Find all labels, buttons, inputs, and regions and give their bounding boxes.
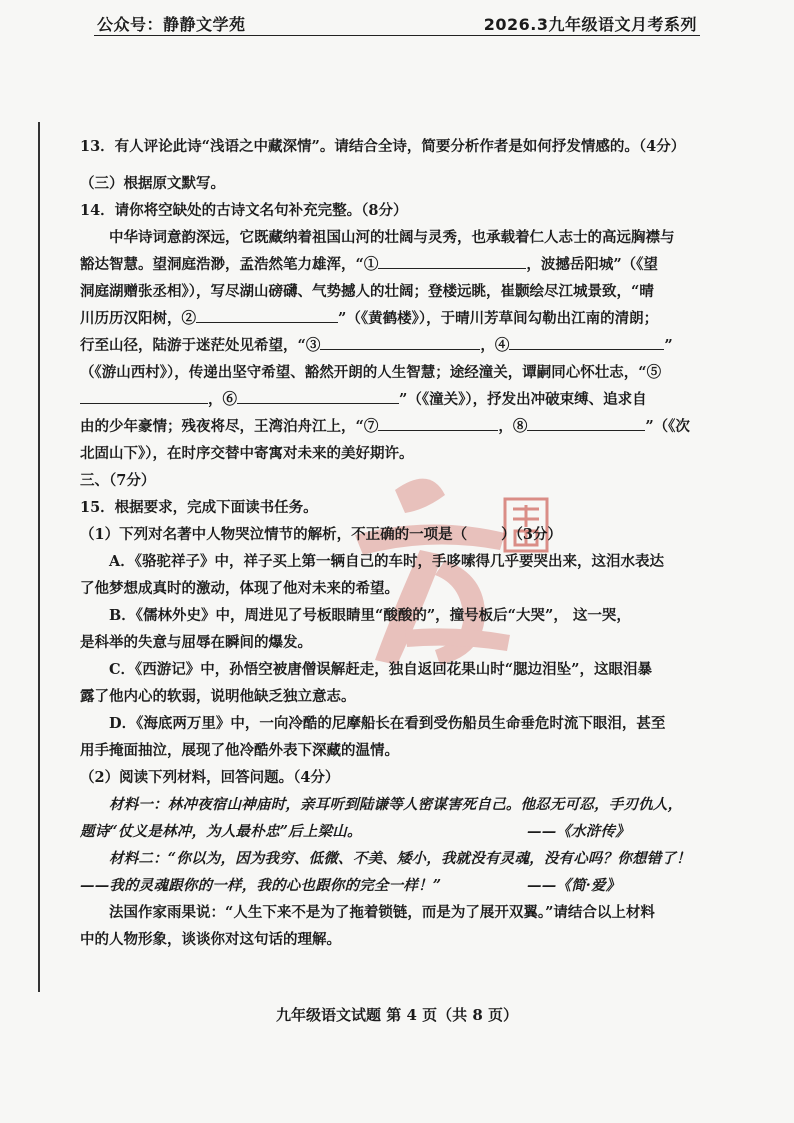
question-14-title: 14．请你将空缺处的古诗文名句补充完整。（8分） xyxy=(80,202,408,219)
blank-6[interactable] xyxy=(237,389,399,404)
page-content xyxy=(80,133,696,953)
option-b: B．《儒林外史》中，周进见了号板眼睛里“酸酸的”，撞号板后“大哭”， 这一哭， xyxy=(109,607,631,624)
blank-4[interactable] xyxy=(509,335,664,350)
q14-line: 北固山下》），在时序交替中寄寓对未来的美好期许。 xyxy=(80,445,414,462)
q15-part1: （1）下列对名著中人物哭泣情节的解析，不正确的一项是（ ）（3分） xyxy=(80,526,562,543)
header-right: 2026.3九年级语文月考系列 xyxy=(483,15,697,34)
q14-line: （《游山西村》），传递出坚守希望、豁然开朗的人生智慧；途经潼关，谭嗣同心怀壮志，“⑤ xyxy=(80,364,662,381)
q14-line: 川历历汉阳树，② ”（《黄鹤楼》），于晴川芳草间勾勒出江南的清朗； xyxy=(80,310,659,327)
blank-5[interactable] xyxy=(80,389,208,404)
q15-question: 法国作家雨果说：“人生下来不是为了拖着锁链，而是为了展开双翼。”请结合以上材料 xyxy=(109,904,655,921)
q14-line: ，⑥ ”（《潼关》），抒发出冲破束缚、追求自 xyxy=(80,386,696,413)
blank-3[interactable] xyxy=(320,335,480,350)
option-a-cont: 了他梦想成真时的激动，体现了他对未来的希望。 xyxy=(80,580,399,597)
header-left: 公众号：静静文学苑 xyxy=(97,15,246,34)
option-d: D．《海底两万里》中，一向冷酷的尼摩船长在看到受伤船员生命垂危时流下眼泪，甚至 xyxy=(109,715,666,732)
q14-line: 中华诗词意韵深远，它既藏纳着祖国山河的壮阔与灵秀，也承载着仁人志士的高远胸襟与 xyxy=(109,229,675,246)
question-13: 13．有人评论此诗“浅语之中藏深情”。请结合全诗，简要分析作者是如何抒发情感的。（4分） xyxy=(80,138,686,155)
blank-1[interactable] xyxy=(378,254,526,269)
section-3-sub-heading: （三）根据原文默写。 xyxy=(80,175,225,192)
material-1-cont: 题诗“仗义是林冲，为人最朴忠”后上梁山。 ——《水浒传》 xyxy=(80,823,630,840)
option-a: A．《骆驼祥子》中，祥子买上第一辆自己的车时，手哆嗦得几乎要哭出来，这泪水表达 xyxy=(109,553,664,570)
q15-question-cont: 中的人物形象，谈谈你对这句话的理解。 xyxy=(80,931,341,948)
material-2-cont: ——我的灵魂跟你的一样，我的心也跟你的完全一样！” ——《简·爱》 xyxy=(80,877,621,894)
page-footer: 九年级语文试题 第 4 页（共 8 页） xyxy=(276,1006,518,1024)
blank-7[interactable] xyxy=(378,416,498,431)
q14-line: 豁达智慧。望洞庭浩渺，孟浩然笔力雄浑，“① ，波撼岳阳城”（《望 xyxy=(80,256,658,273)
header-rule xyxy=(94,35,700,36)
q14-line: 行至山径，陆游于迷茫处见希望，“③ ，④ ” xyxy=(80,337,673,354)
binding-margin-line xyxy=(38,122,40,992)
option-b-cont: 是科举的失意与屈辱在瞬间的爆发。 xyxy=(80,634,312,651)
blank-2[interactable] xyxy=(196,308,338,323)
option-c: C．《西游记》中，孙悟空被唐僧误解赶走，独自返回花果山时“腮边泪坠”，这眼泪暴 xyxy=(109,661,652,678)
q14-line: 洞庭湖赠张丞相》），写尽湖山磅礴、气势撼人的壮阔；登楼远眺，崔颢绘尽江城景致，“晴 xyxy=(80,283,654,300)
section-3-heading: 三、（7分） xyxy=(80,472,156,489)
q14-line: 由的少年豪情；残夜将尽，王湾泊舟江上，“⑦ ，⑧ ”（《次 xyxy=(80,418,690,435)
option-c-cont: 露了他内心的软弱，说明他缺乏独立意志。 xyxy=(80,688,356,705)
blank-8[interactable] xyxy=(527,416,645,431)
q15-part2: （2）阅读下列材料，回答问题。（4分） xyxy=(80,769,340,786)
question-15-title: 15．根据要求，完成下面读书任务。 xyxy=(80,499,318,516)
option-d-cont: 用手掩面抽泣，展现了他冷酷外表下深藏的温情。 xyxy=(80,742,399,759)
material-2: 材料二：“你以为，因为我穷、低微、不美、矮小，我就没有灵魂，没有心吗？你想错了！ xyxy=(109,850,691,867)
material-1: 材料一：林冲夜宿山神庙时，亲耳听到陆谦等人密谋害死自己。他忍无可忍，手刃仇人， xyxy=(109,796,683,813)
